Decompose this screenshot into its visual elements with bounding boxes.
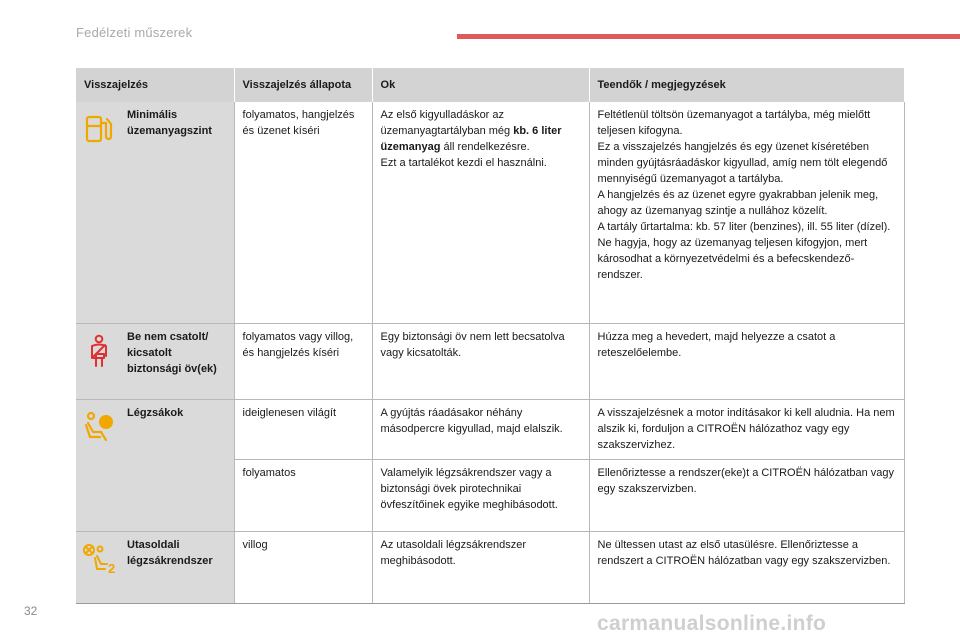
column-header-state: Visszajelzés állapota [234, 68, 372, 102]
table-row [76, 531, 904, 603]
table-row [76, 323, 904, 399]
seatbelt-icon [84, 334, 114, 368]
indicator-state: ideiglenesen világít [234, 399, 372, 459]
indicator-action: Húzza meg a hevedert, majd helyezze a csatot a reteszelőelembe. [589, 323, 904, 399]
icon-cell [76, 323, 121, 399]
action-line: A tartály űrtartalma: kb. 57 liter (benzines), ill. 55 liter (dízel). [597, 221, 891, 233]
indicator-state: folyamatos [234, 459, 372, 531]
indicator-cause: Egy biztonsági öv nem lett becsatolva vagy kicsatolták. [372, 323, 589, 399]
passenger-seat-number: 2 [107, 560, 115, 576]
icon-cell [76, 102, 121, 323]
cause-text: Ezt a tartalékot kezdi el használni. [380, 157, 547, 169]
action-line: Feltétlenül töltsön üzemanyagot a tartályba, még mielőtt teljesen kifogyna. [597, 109, 871, 137]
indicator-action: Ne ültessen utast az első utasülésre. Ellenőriztesse a rendszert a CITROËN hálózatban vagy egy szakszervizben. [589, 531, 904, 603]
indicator-cause [372, 102, 589, 323]
cause-text: Az első kigyulladáskor az üzemanyagtartályban még [380, 109, 514, 137]
indicator-state: folyamatos, hangjelzés és üzenet kíséri [234, 102, 372, 323]
cause-highlight: kb. 6 liter üzemanyag [380, 125, 562, 153]
icon-cell [76, 531, 121, 603]
indicator-state: villog [234, 531, 372, 603]
action-line: A hangjelzés és az üzenet egyre gyakrabban jelenik meg, ahogy az üzemanyag szintje a nullához közelít. [597, 189, 879, 217]
indicator-state: folyamatos vagy villog, és hangjelzés kíséri [234, 323, 372, 399]
indicator-name: Be nem csatolt/ kicsatolt biztonsági öv(ek) [121, 323, 234, 399]
cause-text: áll rendelkezésre. [440, 141, 530, 153]
page-number: 32 [24, 604, 38, 618]
action-line: Ez a visszajelzés hangjelzés és egy üzenet kíséretében minden gyújtásráadáskor kigyullad, amíg nem tölt elegendő mennyiségű üzemanyagot a tartályba. [597, 141, 888, 185]
table-header-row [76, 68, 904, 102]
column-header-cause: Ok [372, 68, 589, 102]
header-accent-bar [457, 34, 960, 39]
column-header-action: Teendők / megjegyzések [589, 68, 904, 102]
indicator-name: Minimális üzemanyagszint [121, 102, 234, 323]
indicator-action: Ellenőriztesse a rendszer(eke)t a CITROËN hálózatban vagy egy szakszervizben. [589, 459, 904, 531]
passenger-airbag-off-icon [81, 542, 117, 576]
airbag-icon [82, 410, 116, 444]
indicator-cause: Az utasoldali légzsákrendszer meghibásodott. [372, 531, 589, 603]
indicator-action [589, 102, 904, 323]
indicator-name: Utasoldali légzsákrendszer [121, 531, 234, 603]
fuel-pump-icon [82, 112, 116, 146]
watermark: carmanualsonline.info [597, 612, 827, 635]
action-line: Ne hagyja, hogy az üzemanyag teljesen kifogyjon, mert károsodhat a környezetvédelmi és a befecskendező-rendszer. [597, 237, 868, 281]
indicator-name: Légzsákok [121, 399, 234, 531]
indicator-action: A visszajelzésnek a motor indításakor ki kell aludnia. Ha nem alszik ki, forduljon a CITROËN hálózathoz vagy egy szakszervizhez. [589, 399, 904, 459]
table-row [76, 399, 904, 459]
indicator-cause: A gyújtás ráadásakor néhány másodpercre kigyullad, majd elalszik. [372, 399, 589, 459]
section-title: Fedélzeti műszerek [76, 25, 193, 40]
warning-lights-table [76, 68, 905, 604]
indicator-cause: Valamelyik légzsákrendszer vagy a biztonsági övek pirotechnikai övfeszítőinek egyike meghibásodott. [372, 459, 589, 531]
column-header-indicator: Visszajelzés [76, 68, 234, 102]
table-row [76, 102, 904, 323]
icon-cell [76, 399, 121, 531]
